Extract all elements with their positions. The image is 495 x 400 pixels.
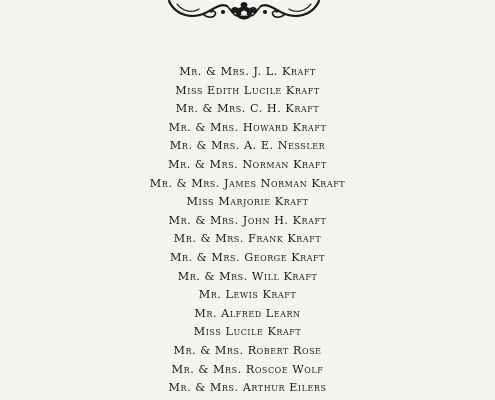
list-item: Mr. & Mrs. James Norman Kraft: [149, 176, 346, 190]
list-item: Mr. & Mrs. John H. Kraft: [168, 213, 327, 227]
list-item: Mr. & Mrs. A. E. Nessler: [169, 139, 326, 153]
list-item: Mr. & Mrs. Will Kraft: [177, 269, 318, 283]
list-item: Mr. Alfred Learn: [194, 306, 301, 320]
list-item: Mr. & Mrs. Roscoe Wolf: [171, 362, 324, 376]
list-item: Mr. Lewis Kraft: [198, 288, 297, 302]
floral-scroll-ornament: [167, 0, 321, 22]
list-item: Mr. & Mrs. George Kraft: [169, 250, 326, 264]
list-item: Miss Edith Lucile Kraft: [175, 83, 320, 97]
list-item: Mr. & Mrs. Howard Kraft: [168, 120, 327, 134]
list-item: Mr. & Mrs. J. L. Kraft: [179, 65, 316, 78]
list-item: Mr. & Mrs. Arthur Eilers: [168, 381, 327, 395]
list-item: Mr. & Mrs. Robert Rose: [173, 343, 322, 357]
name-list: [0, 63, 495, 398]
list-item: Mr. & Mrs. C. H. Kraft: [175, 102, 320, 116]
list-item: Miss Marjorie Kraft: [186, 195, 309, 209]
list-item: Mr. & Mrs. Frank Kraft: [173, 232, 322, 246]
list-item: Mr. & Mrs. Norman Kraft: [168, 157, 327, 171]
list-item: Miss Lucile Kraft: [193, 325, 302, 339]
